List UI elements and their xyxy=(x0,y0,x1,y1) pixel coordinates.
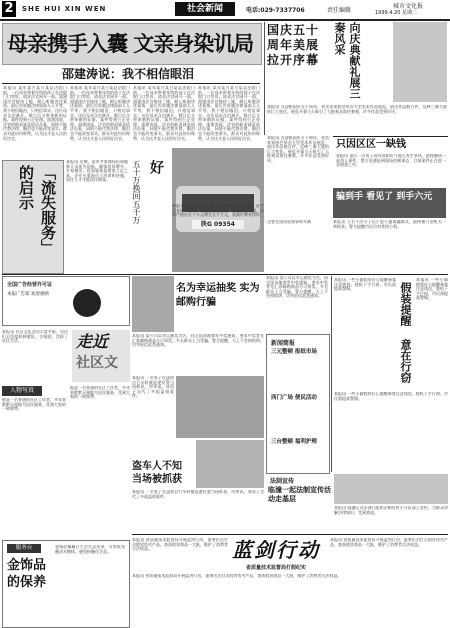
blue-sword-side2: 本报讯 省质量技术监督局开展蓝剑行动，重拳出击打击假冒伪劣产品，查获假冒商品一大批，维护了消费者合法权益。 xyxy=(330,538,448,547)
anniversary-body: 本报讯 为迎接国庆五十周年，省美术家协会举办大型美术作品展览，展出作品数百件，反映三秦大地的巨大变化。展览开幕当天吸引了大批观众前往参观，许多作品受到好评。 xyxy=(267,105,447,114)
paper-name: 城市文化报 xyxy=(393,3,424,10)
page-number: 2 xyxy=(2,1,16,17)
crowd-photo xyxy=(176,376,264,438)
district-rule xyxy=(333,136,448,137)
lost-service-title: 「流失服务」的启示 xyxy=(17,165,57,255)
bottom-rule xyxy=(132,534,448,535)
district-headline: 只因区区一缺钱 xyxy=(336,139,406,150)
ad-logo-icon xyxy=(73,289,101,317)
law-walk-body: 本报讯 临潼区司法部门组织法制宣传小分队深入农村，为群众讲解法律知识，受到欢迎。 xyxy=(334,506,448,515)
col-divider-right xyxy=(331,276,332,472)
lottery-headline: 名为幸运抽奖 实为邮购行骗 xyxy=(176,283,260,308)
masthead-pinyin: SHE HUI XIN WEN xyxy=(22,5,107,13)
masthead-rule xyxy=(0,19,450,21)
gold-card-body: 金饰品佩戴日久会失去光泽，可用软布蘸清水擦拭，避免接触化学品。 xyxy=(55,545,125,554)
thief-intro: 本报讯 一名男子在盗窃自行车时被巡逻民警当场抓获，经审讯，该男子交代了多起盗窃案件。 xyxy=(132,376,174,399)
anniversary-photo xyxy=(393,22,447,102)
news-brief-title: 新闻简报 xyxy=(271,340,296,347)
cash-box-body: 本报讯 几名不法分子以小恩小惠诱骗群众，最终被公安机关一举抓获。警方提醒市民切勿贪图小利。 xyxy=(333,220,446,229)
anniversary-extra: 本报讯 为迎接国庆五十周年，省美术家协会举办大型美术作品展览，展出作品数百件，反映三秦大地的巨大变化。展览开幕当天吸引了大批观众前往参观，许多作品受到好评。 xyxy=(267,136,329,163)
cash-box xyxy=(333,188,446,218)
main-story-col3: 本报讯 某年某月某日某县法院门前，一位母亲带着年幼的孩子在法院门口哭诉，请求法官网开一面。邵建涛法官接待了她，耐心听她讲述案情，最后告诉她法律面前人人平等，我不相信眼泪，只相信事实。这位母亲含泪离开，数日后又带来新的证据，案件得到公正处理。邵建涛说，法官的职责就是依法办案，同情不能代替法律，眼泪也不能改变事实。群众对此纷纷称赞，认为这才是人民的好法官。 xyxy=(133,86,195,141)
ad-box xyxy=(2,276,130,326)
red-card-headline: 好 xyxy=(148,160,164,174)
gold-card-title: 金饰品的保养 xyxy=(7,558,47,590)
lost-service-col1: 本报讯 近期，某市多家商场出现服务人员流失现象，顾客投诉增多。专家指出，优质服务是商家立足之本，企业应重视员工培训和待遇，留住人才才能留住顾客。 xyxy=(66,160,128,183)
section-title: 社会新闻 xyxy=(175,2,235,16)
phone-note: 电话:029-7337706 xyxy=(246,7,305,14)
law-walk-headline: 临潼一起法制宣传活动走基层 xyxy=(268,486,331,503)
law-walk-photo xyxy=(334,474,448,504)
red-card-body: 本报讯 质监部门对一批不合格产品亮出红牌，责令企业停产整顿。该企业痛定思痛，加强质量管理，次年产值由五十万元增至五千万元，质量红牌亮得好。 xyxy=(172,204,264,218)
fake-fight-headline: 假装提醒 意在行窃 xyxy=(399,282,412,383)
main-story-col2: 本报讯 某年某月某日某县法院门前，一位母亲带着年幼的孩子在法院门口哭诉，请求法官网开一面。邵建涛法官接待了她，耐心听她讲述案情，最后告诉她法律面前人人平等，我不相信眼泪，只相信事实。这位母亲含泪离开，数日后又带来新的证据，案件得到公正处理。邵建涛说，法官的职责就是依法办案，同情不能代替法律，眼泪也不能改变事实。群众对此纷纷称赞，认为这才是人民的好法官。 xyxy=(70,86,130,141)
main-story-col4: 本报讯 某年某月某日某县法院门前，一位母亲带着年幼的孩子在法院门口哭诉，请求法官网开一面。邵建涛法官接待了她，耐心听她讲述案情，最后告诉她法律面前人人平等，我不相信眼泪，只相信事实。这位母亲含泪离开，数日后又带来新的证据，案件得到公正处理。邵建涛说，法官的职责就是依法办案，同情不能代替法律，眼泪也不能改变事实。群众对此纷纷称赞，认为这才是人民的好法官。 xyxy=(198,86,260,141)
thief-body: 本报讯 一名男子在盗窃自行车时被巡逻民警当场抓获，经审讯，该男子交代了多起盗窃案件。 xyxy=(132,490,264,499)
lottery-photo-left xyxy=(132,276,174,332)
fake-fight-body2: 本报讯 一些小偷假装好心提醒乘客注意钱包，趁机下手行窃，市民需提高警惕。 xyxy=(416,278,448,301)
district-body: 本报讯 某区一名男子因经济纠纷与他人发生争执，最终酿成一起伤人事件。警方迅速赶到现场控制事态，目前案件正在进一步调查之中。 xyxy=(336,154,446,168)
walk-in-subtitle: 社区文 xyxy=(76,355,118,371)
people-title: 人物写真 xyxy=(9,387,34,394)
cash-box-title: 骗到手 看见了 到手六元 xyxy=(336,192,433,202)
anniversary-headline: 国庆五十周年美展拉开序幕 xyxy=(267,23,320,67)
car-plate: 陕G 09354 xyxy=(192,220,244,229)
fake-fight-body: 本报讯 一些小偷假装好心提醒乘客注意钱包，趁机下手行窃，市民需提高警惕。 xyxy=(334,278,396,292)
lost-service-box xyxy=(2,160,64,274)
main-headline: 母亲携手入囊 文亲身染讥局 xyxy=(7,32,254,56)
red-card-side: 五十万换回五千万 xyxy=(132,160,141,224)
lottery-body2: 本报讯 某公司以幸运抽奖为名，向全国各地寄发中奖通知，要求中奖者先汇款邮购商品方可领奖。多名群众上当受骗。警方提醒，天上不会掉馅饼，切勿轻信此类通知。 xyxy=(132,334,264,348)
masthead xyxy=(0,0,450,20)
editor-note: 责任编辑 xyxy=(327,7,352,14)
ad-body: 本报广告部 欢迎惠顾 xyxy=(7,292,49,297)
ad-label: 全国广告经营许可证 xyxy=(7,282,53,288)
people-tag xyxy=(2,386,42,396)
law-walk-tag: 法制宣传 xyxy=(270,478,295,485)
walk-in-title: 走近 xyxy=(76,332,109,351)
walk-in-box xyxy=(72,330,130,382)
car-caption: 交警在现场处理事故车辆 xyxy=(267,220,311,224)
blue-sword-headline: 蓝剑行动 xyxy=(232,538,320,562)
thief-headline: 盗车人不知 当场被抓获 xyxy=(132,461,182,485)
date-line: 1999.4.20 星期二 xyxy=(375,10,418,16)
people-body2: 他是一名普通的社区工作者，多年来默默无闻地为居民服务，受到大家的一致称赞。 xyxy=(70,386,130,400)
main-banner xyxy=(2,23,262,65)
mid-rule xyxy=(2,274,448,275)
news-brief-item-3: 三台整顿 福利护理 xyxy=(271,439,317,445)
blue-sword-subhead: 省质量技术监督局打假纪实 xyxy=(246,565,307,571)
blue-sword-body: 本报讯 省质量技术监督局开展蓝剑行动，重拳出击打击假冒伪劣产品，查获假冒商品一大批，维护了消费者合法权益。 xyxy=(132,574,342,578)
blue-sword-side: 本报讯 省质量技术监督局开展蓝剑行动，重拳出击打击假冒伪劣产品，查获假冒商品一大批，维护了消费者合法权益。 xyxy=(132,538,228,552)
news-brief-item-2: 西门广场 便民活动 xyxy=(271,395,317,401)
lottery-body: 本报讯 某公司以幸运抽奖为名，向全国各地寄发中奖通知，要求中奖者先汇款邮购商品方可领奖。多名群众上当受骗。警方提醒，天上不会掉馅饼，切勿轻信此类通知。 xyxy=(266,276,328,299)
anniversary-tag: 向庆典献礼展三秦风采 xyxy=(333,22,361,99)
thief-photo xyxy=(196,440,264,488)
news-brief-box xyxy=(266,334,330,474)
gold-card-box xyxy=(2,540,130,628)
news-brief-item-1: 三元整顿 报纸市场 xyxy=(271,349,317,355)
main-subhead: 邵建涛说：我不相信眼泪 xyxy=(62,67,195,81)
main-story-col1: 本报讯 某年某月某日某县法院门前，一位母亲带着年幼的孩子在法院门口哭诉，请求法官网开一面。邵建涛法官接待了她，耐心听她讲述案情，最后告诉她法律面前人人平等，我不相信眼泪，只相信事实。这位母亲含泪离开，数日后又带来新的证据，案件得到公正处理。邵建涛说，法官的职责就是依法办案，同情不能代替法律，眼泪也不能改变事实。群众对此纷纷称赞，认为这才是人民的好法官。 xyxy=(3,86,67,141)
fake-fight-body3: 本报讯 一些小偷假装好心提醒乘客注意钱包，趁机下手行窃，市民需提高警惕。 xyxy=(334,392,448,401)
subhead-rule xyxy=(2,83,260,84)
walk-in-body: 本报讯 社区文化活动丰富多彩，居民们自发组织秧歌队、合唱团，活跃了社区生活。 xyxy=(2,330,68,344)
col-divider-top xyxy=(264,22,265,135)
people-body: 他是一名普通的社区工作者，多年来默默无闻地为居民服务，受到大家的一致称赞。 xyxy=(2,398,66,412)
gold-card-tag: 服务台 xyxy=(7,544,41,553)
